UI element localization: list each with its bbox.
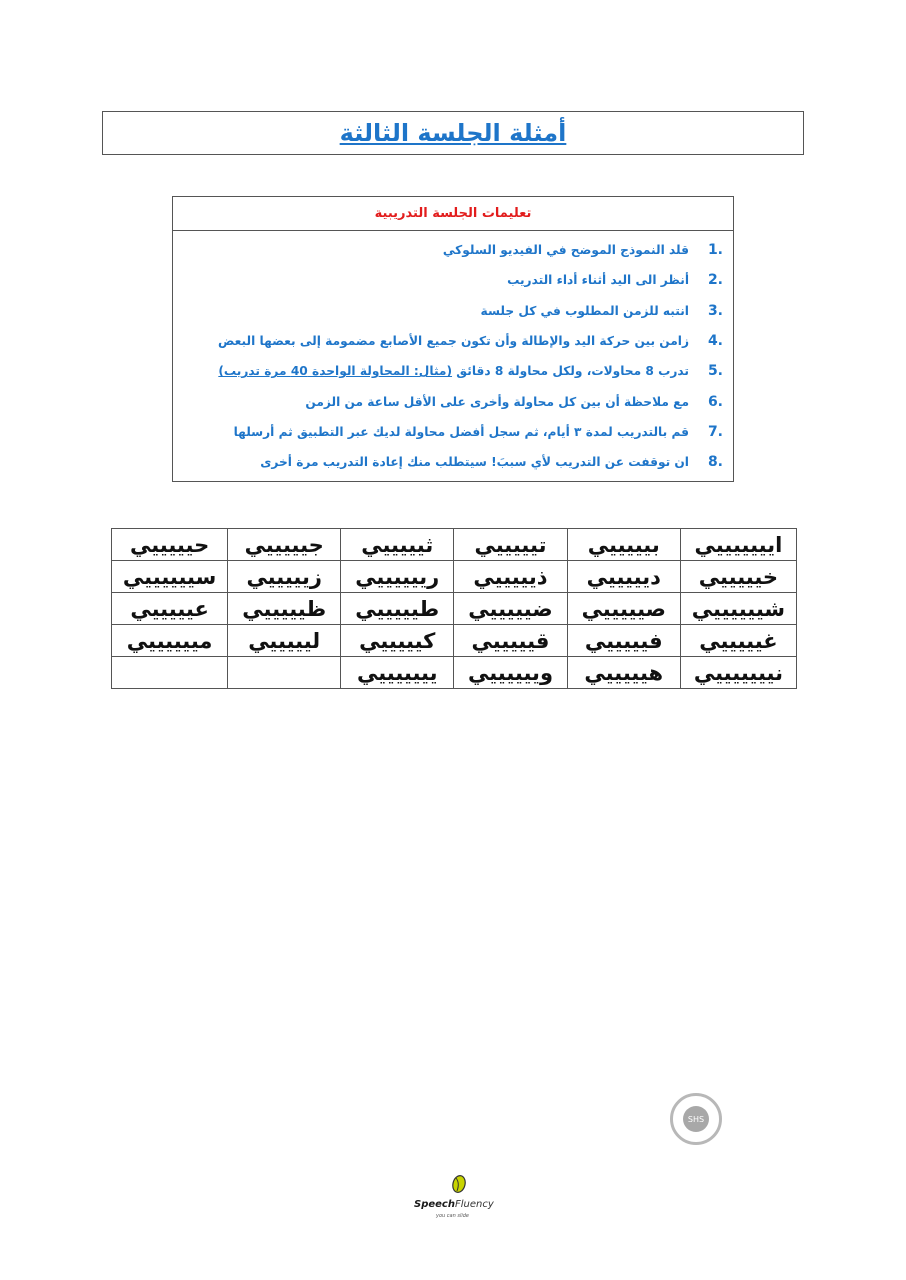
word-cell: شييييييي xyxy=(680,593,796,625)
instruction-text: مع ملاحظة أن بين كل محاولة وأخرى على الأقل ساعة من الزمن xyxy=(305,394,689,409)
word-cell: نيييييييي xyxy=(680,657,796,689)
shs-seal xyxy=(670,1093,722,1145)
instruction-number: 7. xyxy=(707,423,723,440)
word-cell: فيييييي xyxy=(567,625,680,657)
title-box xyxy=(102,111,804,155)
word-cell: هيييييي xyxy=(567,657,680,689)
instructions-box xyxy=(172,196,734,482)
instructions-list xyxy=(173,231,733,477)
word-cell: ليييييي xyxy=(228,625,341,657)
instruction-item xyxy=(177,265,723,295)
instruction-item xyxy=(177,447,723,477)
page-title: أمثلة الجلسة الثالثة xyxy=(339,119,567,147)
word-cell: خيييييي xyxy=(680,561,796,593)
table-row xyxy=(112,529,797,561)
word-cell: غيييييي xyxy=(680,625,796,657)
word-cell: صيييييي xyxy=(567,593,680,625)
word-cell: يييييييي xyxy=(341,657,454,689)
instruction-number: 2. xyxy=(707,272,723,289)
logo-brand-light: Fluency xyxy=(454,1199,494,1210)
word-cell: سييييييي xyxy=(112,561,228,593)
logo-tagline: you can slide xyxy=(436,1213,469,1219)
word-cell: طيييييي xyxy=(341,593,454,625)
instruction-text: زامن بين حركة اليد والإطالة وأن تكون جميع الأصابع مضمومة إلى بعضها البعض xyxy=(218,334,689,349)
instruction-item xyxy=(177,296,723,326)
word-cell: تيييييي xyxy=(454,529,567,561)
instruction-text: انتبه للزمن المطلوب في كل جلسة xyxy=(480,303,689,318)
instructions-heading: تعليمات الجلسة التدريبية xyxy=(173,197,733,231)
word-cell xyxy=(228,657,341,689)
word-cell xyxy=(112,657,228,689)
instruction-number: 5. xyxy=(707,363,723,380)
instruction-item xyxy=(177,356,723,386)
instruction-number: 1. xyxy=(707,242,723,259)
table-row xyxy=(112,593,797,625)
logo-wordmark xyxy=(414,1199,494,1210)
word-cell: ذيييييي xyxy=(454,561,567,593)
speech-fluency-logo xyxy=(408,1172,504,1222)
table-row xyxy=(112,561,797,593)
instruction-text: أنظر الى اليد أثناء أداء التدريب xyxy=(507,273,689,288)
word-cell: رييييييي xyxy=(341,561,454,593)
instruction-text: قم بالتدريب لمدة ٣ أيام، ثم سجل أفضل محاولة لديك عبر التطبيق ثم أرسلها xyxy=(233,424,689,439)
logo-mark-icon xyxy=(451,1174,467,1196)
instruction-item xyxy=(177,417,723,447)
instruction-item xyxy=(177,386,723,416)
word-cell: مييييييي xyxy=(112,625,228,657)
word-cell: ايييييييي xyxy=(680,529,796,561)
instruction-number: 4. xyxy=(707,333,723,350)
word-cell: ثيييييي xyxy=(341,529,454,561)
word-cell: قيييييي xyxy=(454,625,567,657)
word-cell: ضيييييي xyxy=(454,593,567,625)
word-cell: كيييييي xyxy=(341,625,454,657)
instruction-example: (مثال: المحاولة الواحدة 40 مرة تدريب) xyxy=(218,364,453,379)
table-row xyxy=(112,657,797,689)
table-row xyxy=(112,625,797,657)
instruction-number: 3. xyxy=(707,302,723,319)
word-cell: ديييييي xyxy=(567,561,680,593)
word-cell: عيييييي xyxy=(112,593,228,625)
instruction-item xyxy=(177,235,723,265)
instruction-number: 6. xyxy=(707,393,723,410)
instruction-item xyxy=(177,326,723,356)
word-cell: ظيييييي xyxy=(228,593,341,625)
instruction-text: ان توقفت عن التدريب لأي سببَ! سيتطلب منك إعادة التدريب مرة أخرى xyxy=(260,455,689,470)
word-cell: زيييييي xyxy=(228,561,341,593)
instruction-number: 8. xyxy=(707,454,723,471)
seal-center: SHS xyxy=(683,1106,709,1132)
practice-word-table xyxy=(111,528,797,689)
word-cell: حيييييي xyxy=(112,529,228,561)
instruction-text: قلد النموذج الموضح في الفيديو السلوكي xyxy=(442,243,689,258)
logo-brand-bold: Speech xyxy=(414,1199,455,1210)
word-cell: جيييييي xyxy=(228,529,341,561)
instruction-text: تدرب 8 محاولات، ولكل محاولة 8 دقائق xyxy=(456,364,689,379)
word-cell: وييييييي xyxy=(454,657,567,689)
word-cell: بيييييي xyxy=(567,529,680,561)
